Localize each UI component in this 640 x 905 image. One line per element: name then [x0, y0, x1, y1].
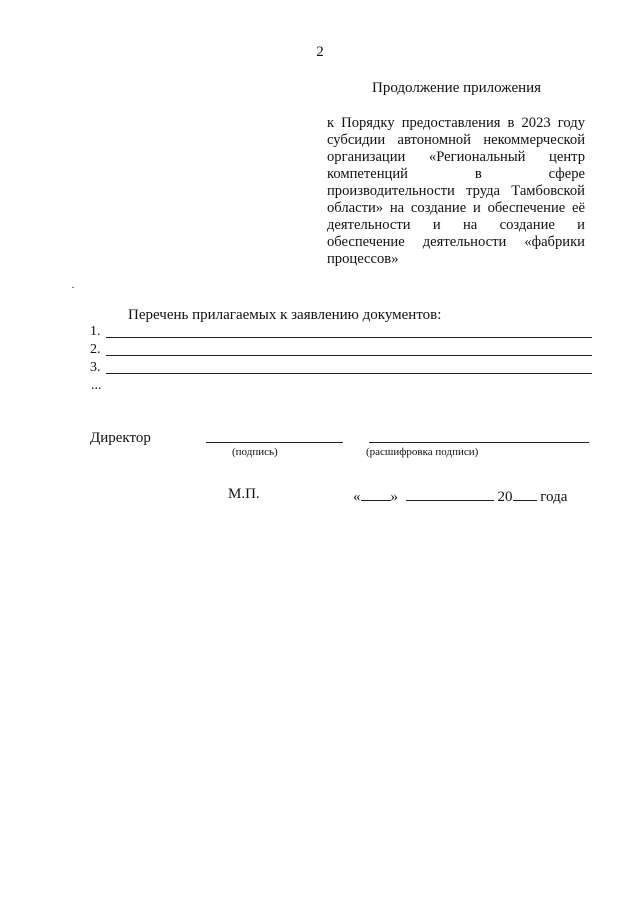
appendix-reference-line: субсидии автономной некоммерческой	[327, 132, 585, 148]
date-year-prefix: 20	[497, 489, 513, 505]
signature-decoding-line[interactable]	[369, 442, 589, 443]
document-list-item[interactable]	[90, 342, 592, 358]
date-open-quote: «	[353, 489, 361, 505]
appendix-reference-line: области» на создание и обеспечение её	[327, 200, 585, 216]
appendix-reference-line: деятельности и на создание и	[327, 217, 585, 233]
date-close-quote: »	[390, 489, 398, 505]
list-item-number: 3.	[90, 360, 101, 375]
appendix-reference	[327, 115, 585, 268]
date-year-suffix: года	[540, 489, 568, 505]
signature-caption: (подпись)	[232, 446, 278, 458]
list-item-number: 1.	[90, 324, 101, 339]
date-field	[353, 486, 567, 506]
signature-line[interactable]	[206, 442, 343, 443]
appendix-reference-line: производительности труда Тамбовской	[327, 183, 585, 199]
list-item-blank-line[interactable]	[106, 337, 592, 338]
list-ellipsis: ...	[91, 378, 102, 393]
appendix-reference-line: организации «Региональный центр	[327, 149, 585, 165]
page-number: 2	[316, 44, 324, 60]
list-item-blank-line[interactable]	[106, 355, 592, 356]
margin-mark	[72, 287, 74, 288]
appendix-reference-line: к Порядку предоставления в 2023 году	[327, 115, 585, 131]
appendix-reference-line: обеспечение деятельности «фабрики	[327, 234, 585, 250]
appendix-reference-line: компетенций в сфере	[327, 166, 585, 182]
stamp-label: М.П.	[228, 486, 260, 502]
appendix-reference-line: процессов»	[327, 251, 399, 267]
date-day-blank[interactable]	[361, 486, 391, 501]
list-item-number: 2.	[90, 342, 101, 357]
appendix-heading: Продолжение приложения	[372, 80, 542, 96]
document-list-item[interactable]	[90, 360, 592, 376]
date-year-blank[interactable]	[513, 486, 537, 501]
document-list-title: Перечень прилагаемых к заявлению документов:	[128, 307, 442, 323]
director-label: Директор	[90, 430, 151, 446]
document-list-item[interactable]	[90, 324, 592, 340]
list-item-blank-line[interactable]	[106, 373, 592, 374]
signature-decoding-caption: (расшифровка подписи)	[366, 446, 479, 458]
date-month-blank[interactable]	[406, 486, 494, 501]
